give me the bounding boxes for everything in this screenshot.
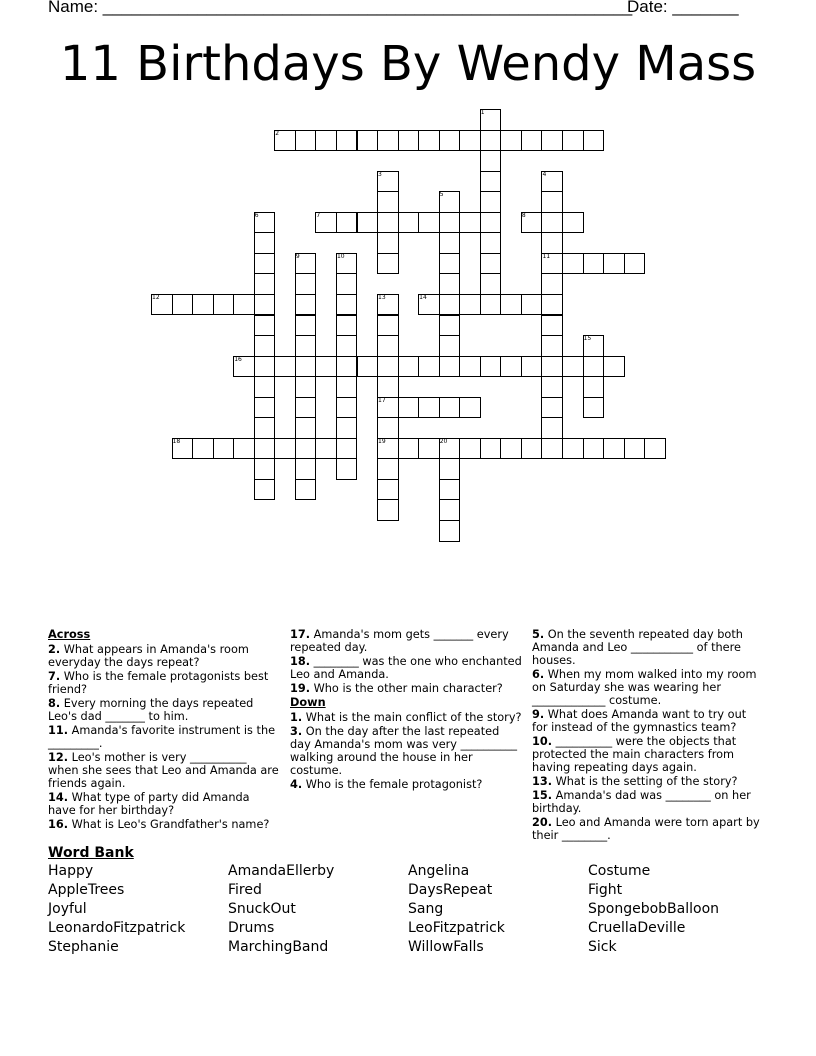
clue-text: What is the main conflict of the story? — [302, 711, 522, 724]
clue-number: 2. — [48, 643, 61, 656]
clue-text: Who is the female protagonists best friend? — [48, 670, 269, 696]
crossword-cell[interactable] — [295, 335, 317, 357]
crossword-cell[interactable] — [439, 520, 461, 542]
crossword-cell[interactable] — [357, 356, 379, 378]
crossword-cell[interactable] — [295, 130, 317, 152]
crossword-cell[interactable] — [295, 294, 317, 316]
crossword-cell[interactable] — [377, 458, 399, 480]
crossword-cell[interactable] — [583, 356, 605, 378]
crossword-cell[interactable] — [172, 294, 194, 316]
clue-text: Who is the female protagonist? — [302, 778, 483, 791]
page-title: 11 Birthdays By Wendy Mass — [59, 36, 757, 92]
crossword-cell[interactable] — [541, 417, 563, 439]
word-bank-entry: CruellaDeville — [588, 920, 686, 936]
clue-text: Leo's mother is very __________ when she sees that Leo and Amanda are friends again. — [48, 751, 279, 790]
crossword-cell[interactable] — [377, 376, 399, 398]
word-bank-entry: DaysRepeat — [408, 882, 493, 898]
crossword-cell[interactable] — [521, 294, 543, 316]
crossword-cell[interactable] — [336, 458, 358, 480]
clue-number: 14 — [419, 293, 427, 301]
crossword-cell[interactable] — [480, 130, 502, 152]
clue-number: 17. — [290, 628, 311, 641]
clue-text: Amanda's mom gets _______ every repeated day. — [290, 628, 509, 654]
crossword-cell[interactable] — [398, 438, 420, 460]
clue-number: 7. — [48, 670, 61, 683]
clue-number: 10. — [532, 735, 553, 748]
crossword-cell[interactable] — [439, 458, 461, 480]
crossword-cell[interactable] — [377, 232, 399, 254]
crossword-cell[interactable] — [521, 356, 543, 378]
word-bank-entry: AppleTrees — [48, 882, 125, 898]
crossword-cell[interactable] — [439, 397, 461, 419]
crossword-cell[interactable] — [439, 130, 461, 152]
clue-item — [290, 682, 522, 695]
crossword-cell[interactable] — [583, 253, 605, 275]
clue-item — [48, 818, 280, 831]
clue-number: 14. — [48, 791, 69, 804]
name-field-label: Name: ________________________________________________________ — [48, 0, 633, 16]
crossword-cell[interactable] — [254, 315, 276, 337]
crossword-cell[interactable] — [541, 130, 563, 152]
word-bank-column — [408, 862, 588, 957]
crossword-cell[interactable] — [541, 397, 563, 419]
clue-number: 16 — [234, 355, 242, 363]
crossword-cell[interactable] — [480, 438, 502, 460]
clue-number: 5. — [532, 628, 545, 641]
crossword-cell[interactable] — [254, 438, 276, 460]
word-bank-entry: Sang — [408, 901, 444, 917]
crossword-cell[interactable] — [254, 479, 276, 501]
clue-item — [48, 643, 280, 669]
crossword-cell[interactable] — [562, 212, 584, 234]
crossword-cell[interactable] — [295, 356, 317, 378]
clues-column-3 — [532, 628, 764, 843]
clue-item — [290, 628, 522, 654]
clue-number: 19. — [290, 682, 311, 695]
crossword-cell[interactable] — [192, 294, 214, 316]
crossword-cell[interactable] — [583, 130, 605, 152]
clue-text: What type of party did Amanda have for her birthday? — [48, 791, 250, 817]
clue-text: What is Leo's Grandfather's name? — [68, 818, 270, 831]
crossword-cell[interactable] — [541, 232, 563, 254]
clue-number: 13. — [532, 775, 553, 788]
crossword-cell[interactable] — [295, 458, 317, 480]
word-bank-entry: Sick — [588, 939, 617, 955]
clue-number: 3. — [290, 725, 303, 738]
clue-section-heading: Down — [290, 696, 326, 709]
crossword-cell[interactable] — [398, 397, 420, 419]
crossword-cell[interactable] — [336, 294, 358, 316]
crossword-cell[interactable] — [459, 397, 481, 419]
clue-text: Amanda's favorite instrument is the _________. — [48, 724, 276, 750]
crossword-cell[interactable] — [603, 253, 625, 275]
word-bank-entry: MarchingBand — [228, 939, 329, 955]
clue-item — [48, 670, 280, 696]
crossword-cell[interactable] — [377, 499, 399, 521]
crossword-cell[interactable] — [295, 376, 317, 398]
crossword-cell[interactable] — [541, 273, 563, 295]
crossword-cell[interactable] — [233, 438, 255, 460]
clue-number: 9. — [532, 708, 545, 721]
clue-number: 3 — [378, 170, 382, 178]
clue-item — [290, 711, 522, 724]
crossword-cell[interactable] — [336, 130, 358, 152]
crossword-cell[interactable] — [439, 479, 461, 501]
crossword-cell[interactable] — [336, 315, 358, 337]
crossword-cell[interactable] — [418, 212, 440, 234]
crossword-cell[interactable] — [254, 417, 276, 439]
crossword-cell[interactable] — [213, 294, 235, 316]
clue-number: 17 — [378, 396, 386, 404]
clue-item — [290, 655, 522, 681]
clue-number: 8 — [521, 211, 526, 219]
crossword-cell[interactable] — [398, 212, 420, 234]
crossword-cell[interactable] — [439, 212, 461, 234]
crossword-cell[interactable] — [315, 130, 337, 152]
clue-number: 7 — [316, 211, 321, 219]
word-bank-entry: SnuckOut — [228, 901, 296, 917]
clue-text: __________ were the objects that protected the main characters from having repeating days again. — [532, 735, 737, 774]
clue-item — [532, 816, 764, 842]
crossword-cell[interactable] — [295, 397, 317, 419]
crossword-cell[interactable] — [254, 356, 276, 378]
word-bank-entry: LeonardoFitzpatrick — [48, 920, 186, 936]
crossword-cell[interactable] — [459, 130, 481, 152]
crossword-cell[interactable] — [459, 356, 481, 378]
crossword-cell[interactable] — [439, 315, 461, 337]
crossword-cell[interactable] — [254, 273, 276, 295]
crossword-cell[interactable] — [418, 356, 440, 378]
clue-text: Amanda's dad was ________ on her birthday. — [532, 789, 751, 815]
crossword-cell[interactable] — [418, 130, 440, 152]
crossword-cell[interactable] — [336, 376, 358, 398]
crossword-cell[interactable] — [213, 438, 235, 460]
word-bank-entry: Drums — [228, 920, 275, 936]
crossword-cell[interactable] — [480, 273, 502, 295]
crossword-cell[interactable] — [624, 438, 646, 460]
crossword-cell[interactable] — [377, 212, 399, 234]
word-bank-entry: Fired — [228, 882, 262, 898]
crossword-cell[interactable] — [336, 438, 358, 460]
crossword-cell[interactable] — [480, 232, 502, 254]
crossword-cell[interactable] — [541, 191, 563, 213]
word-bank-entry: WillowFalls — [408, 939, 484, 955]
crossword-cell[interactable] — [357, 212, 379, 234]
crossword-cell[interactable] — [480, 171, 502, 193]
crossword-cell[interactable] — [377, 253, 399, 275]
clue-number: 12. — [48, 751, 69, 764]
clue-text: Every morning the days repeated Leo's dad _______ to him. — [48, 697, 254, 723]
crossword-cell[interactable] — [459, 438, 481, 460]
crossword-cell[interactable] — [357, 130, 379, 152]
crossword-cell[interactable] — [439, 499, 461, 521]
clue-item — [48, 751, 280, 790]
clue-text: What is the setting of the story? — [552, 775, 738, 788]
clue-number: 16. — [48, 818, 69, 831]
clue-text: On the day after the last repeated day Amanda's mom was very __________ walking around the house in her costume. — [290, 725, 518, 777]
crossword-cell[interactable] — [439, 232, 461, 254]
crossword-cell[interactable] — [480, 212, 502, 234]
crossword-cell[interactable] — [480, 253, 502, 275]
word-bank-entry: Costume — [588, 863, 651, 879]
word-bank-entry: SpongebobBalloon — [588, 901, 720, 917]
word-bank-column — [48, 862, 228, 957]
crossword-cell[interactable] — [233, 294, 255, 316]
clue-number: 15. — [532, 789, 553, 802]
clue-number: 4 — [542, 170, 547, 178]
clue-item — [290, 778, 522, 791]
clue-item — [48, 791, 280, 817]
crossword-cell[interactable] — [418, 397, 440, 419]
clue-text: ________ was the one who enchanted Leo and Amanda. — [290, 655, 522, 681]
crossword-cell[interactable] — [583, 397, 605, 419]
clue-number: 20. — [532, 816, 553, 829]
crossword-cell[interactable] — [398, 356, 420, 378]
crossword-cell[interactable] — [541, 376, 563, 398]
crossword-cell[interactable] — [295, 315, 317, 337]
crossword-cell[interactable] — [603, 438, 625, 460]
clues-column-2 — [290, 628, 522, 792]
crossword-cell[interactable] — [254, 458, 276, 480]
crossword-cell[interactable] — [295, 417, 317, 439]
word-bank-entry: Fight — [588, 882, 623, 898]
crossword-cell[interactable] — [541, 356, 563, 378]
crossword-cell[interactable] — [500, 438, 522, 460]
crossword-cell[interactable] — [439, 294, 461, 316]
crossword-cell[interactable] — [644, 438, 666, 460]
clue-number: 10 — [336, 252, 345, 260]
clue-text: Leo and Amanda were torn apart by their ________. — [532, 816, 760, 842]
crossword-cell[interactable] — [500, 294, 522, 316]
clue-number: 6. — [532, 668, 545, 681]
word-bank-entry: AmandaEllerby — [228, 863, 335, 879]
clue-number: 13 — [378, 293, 386, 301]
crossword-cell[interactable] — [562, 356, 584, 378]
word-bank-column — [588, 862, 768, 957]
crossword-cell[interactable] — [377, 315, 399, 337]
word-bank-entry: Angelina — [408, 863, 470, 879]
clue-number: 1 — [480, 109, 485, 116]
clue-number: 6 — [254, 211, 259, 219]
crossword-cell[interactable] — [459, 212, 481, 234]
crossword-cell[interactable] — [274, 356, 296, 378]
crossword-cell[interactable] — [295, 273, 317, 295]
crossword-cell[interactable] — [541, 438, 563, 460]
crossword-cell[interactable] — [480, 150, 502, 172]
clue-item — [532, 628, 764, 667]
crossword-cell[interactable] — [254, 232, 276, 254]
crossword-cell[interactable] — [541, 335, 563, 357]
crossword-cell[interactable] — [377, 479, 399, 501]
crossword-cell[interactable] — [480, 191, 502, 213]
clue-item — [532, 668, 764, 707]
crossword-cell[interactable] — [521, 130, 543, 152]
clue-number: 4. — [290, 778, 303, 791]
crossword-cell[interactable] — [459, 294, 481, 316]
clue-item — [532, 775, 764, 788]
crossword-cell[interactable] — [254, 335, 276, 357]
crossword-cell[interactable] — [254, 294, 276, 316]
clue-number: 18 — [172, 437, 181, 445]
crossword-cell[interactable] — [336, 417, 358, 439]
crossword-cell[interactable] — [398, 130, 420, 152]
clue-number: 11. — [48, 724, 69, 737]
crossword-cell[interactable] — [315, 356, 337, 378]
clue-number: 9 — [295, 252, 300, 260]
clue-text: What does Amanda want to try out for instead of the gymnastics team? — [532, 708, 747, 734]
crossword-cell[interactable] — [295, 479, 317, 501]
crossword-cell[interactable] — [439, 356, 461, 378]
crossword-cell[interactable] — [500, 130, 522, 152]
clue-number: 1. — [290, 711, 303, 724]
clue-item — [532, 789, 764, 815]
crossword-cell[interactable] — [295, 438, 317, 460]
clue-item — [48, 724, 280, 750]
clue-number: 19 — [378, 437, 386, 445]
crossword-cell[interactable] — [562, 438, 584, 460]
clue-number: 8. — [48, 697, 61, 710]
crossword-cell[interactable] — [521, 438, 543, 460]
crossword-cell[interactable] — [377, 191, 399, 213]
clue-text: When my mom walked into my room on Saturday she was wearing her _____________ costume. — [532, 668, 757, 707]
crossword-cell[interactable] — [336, 356, 358, 378]
clue-item — [290, 725, 522, 777]
crossword-cell[interactable] — [624, 253, 646, 275]
crossword-cell[interactable] — [439, 273, 461, 295]
crossword-cell[interactable] — [500, 356, 522, 378]
clue-section-heading: Across — [48, 628, 91, 641]
clue-number: 18. — [290, 655, 311, 668]
crossword-cell[interactable] — [254, 397, 276, 419]
crossword-cell[interactable] — [418, 438, 440, 460]
clue-number: 12 — [152, 293, 160, 301]
crossword-cell[interactable] — [439, 335, 461, 357]
crossword-cell[interactable] — [336, 335, 358, 357]
word-bank-entry: LeoFitzpatrick — [408, 920, 505, 936]
crossword-cell[interactable] — [541, 212, 563, 234]
crossword-cell[interactable] — [254, 253, 276, 275]
crossword-cell[interactable] — [192, 438, 214, 460]
clue-number: 2 — [275, 129, 280, 137]
clue-number: 15 — [583, 335, 592, 343]
clue-item — [532, 708, 764, 734]
clues-column-1 — [48, 628, 280, 832]
crossword-cell[interactable] — [336, 212, 358, 234]
crossword-cell[interactable] — [541, 294, 563, 316]
crossword-cell[interactable] — [439, 253, 461, 275]
crossword-cell[interactable] — [336, 273, 358, 295]
crossword-cell[interactable] — [603, 356, 625, 378]
clue-number: 5 — [439, 191, 444, 199]
crossword-cell[interactable] — [377, 417, 399, 439]
crossword-cell[interactable] — [480, 294, 502, 316]
crossword-cell[interactable] — [315, 438, 337, 460]
crossword-cell[interactable] — [336, 397, 358, 419]
word-bank-column — [228, 862, 408, 957]
crossword-cell[interactable] — [480, 356, 502, 378]
crossword-cell[interactable] — [377, 356, 399, 378]
clue-item — [48, 697, 280, 723]
crossword-cell[interactable] — [377, 335, 399, 357]
clue-number: 20 — [439, 437, 448, 445]
crossword-cell[interactable] — [562, 253, 584, 275]
word-bank-entry: Stephanie — [48, 939, 119, 955]
clue-text: Who is the other main character? — [310, 682, 503, 695]
crossword-cell[interactable] — [541, 315, 563, 337]
crossword-cell[interactable] — [583, 438, 605, 460]
clue-text: What appears in Amanda's room everyday the days repeat? — [48, 643, 249, 669]
crossword-cell[interactable] — [562, 130, 584, 152]
clue-number: 11 — [542, 252, 551, 260]
word-bank-title: Word Bank — [48, 845, 134, 861]
clue-text: On the seventh repeated day both Amanda and Leo ___________ of there houses. — [532, 628, 743, 667]
crossword-cell[interactable] — [254, 376, 276, 398]
word-bank-entry: Happy — [48, 863, 94, 879]
crossword-cell[interactable] — [583, 376, 605, 398]
crossword-cell[interactable] — [377, 130, 399, 152]
date-field-label: Date: _______ — [627, 0, 739, 16]
crossword-cell[interactable] — [274, 438, 296, 460]
word-bank-entry: Joyful — [48, 901, 87, 917]
clue-item — [532, 735, 764, 774]
